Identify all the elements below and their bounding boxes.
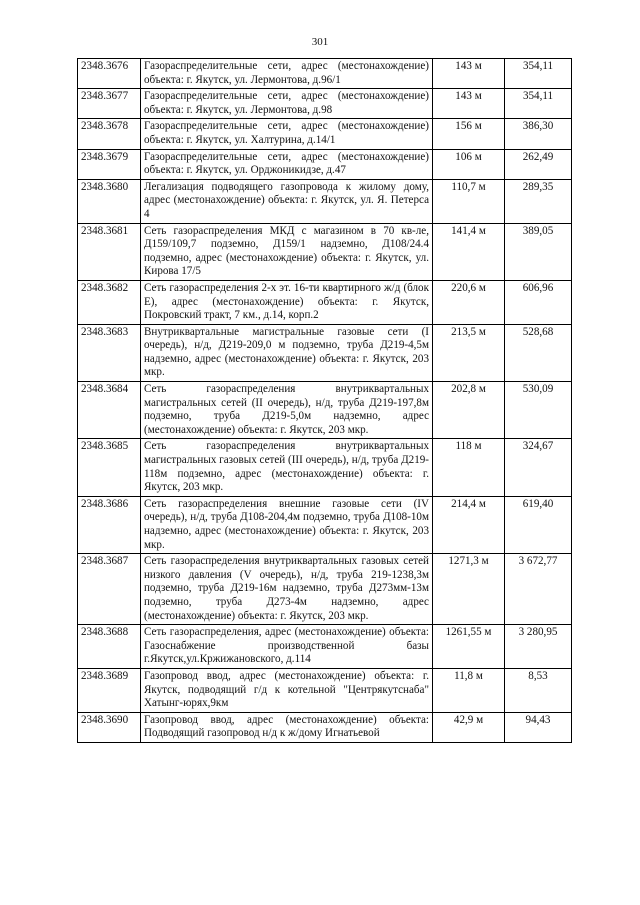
table-row	[78, 625, 572, 669]
row-description: Сеть газораспределения МКД с магазином в 70 кв-ле, Д159/109,7 подземно, Д159/1 надземно, Д108/24.4 подземно, адрес (местонахождение) объекта: г. Якутск, ул. Кирова 17/5	[141, 223, 433, 280]
row-code: 2348.3678	[78, 119, 141, 149]
registry-table	[77, 58, 572, 743]
table-row	[78, 179, 572, 223]
row-length: 220,6 м	[433, 280, 505, 324]
row-length: 141,4 м	[433, 223, 505, 280]
table-row	[78, 382, 572, 439]
row-length: 156 м	[433, 119, 505, 149]
row-value: 354,11	[505, 59, 572, 89]
row-length: 1271,3 м	[433, 554, 505, 625]
row-length: 214,4 м	[433, 496, 505, 553]
table-row	[78, 496, 572, 553]
table-row	[78, 324, 572, 381]
row-length: 42,9 м	[433, 712, 505, 742]
row-code: 2348.3681	[78, 223, 141, 280]
row-code: 2348.3689	[78, 668, 141, 712]
table-row	[78, 439, 572, 496]
row-code: 2348.3677	[78, 89, 141, 119]
row-length: 143 м	[433, 89, 505, 119]
table-row	[78, 59, 572, 89]
row-value: 619,40	[505, 496, 572, 553]
table-row	[78, 554, 572, 625]
row-description: Газораспределительные сети, адрес (местонахождение) объекта: г. Якутск, ул. Лермонтова, д.96/1	[141, 59, 433, 89]
row-code: 2348.3683	[78, 324, 141, 381]
row-description: Легализация подводящего газопровода к жилому дому, адрес (местонахождение) объекта: г. Якутск, ул. Я. Петерса 4	[141, 179, 433, 223]
row-value: 324,67	[505, 439, 572, 496]
row-description: Газораспределительные сети, адрес (местонахождение) объекта: г. Якутск, ул. Орджоникидзе, д.47	[141, 149, 433, 179]
page-number: 301	[311, 36, 329, 48]
row-description: Газопровод ввод, адрес (местонахождение) объекта: Подводящий газопровод н/д к ж/дому Игнатьевой	[141, 712, 433, 742]
table-row	[78, 89, 572, 119]
row-length: 213,5 м	[433, 324, 505, 381]
row-code: 2348.3690	[78, 712, 141, 742]
row-code: 2348.3679	[78, 149, 141, 179]
row-description: Сеть газораспределения 2-х эт. 16-ти квартирного ж/д (блок Е), адрес (местонахождение) объекта: г. Якутск, Покровский тракт, 7 км., д.14, корп.2	[141, 280, 433, 324]
row-length: 118 м	[433, 439, 505, 496]
table-row	[78, 668, 572, 712]
row-length: 11,8 м	[433, 668, 505, 712]
row-description: Сеть газораспределения внутриквартальных магистральных газовых сетей (III очередь), н/д, труба Д219-118м подземно, адрес (местонахождение) объекта: г. Якутск, 203 мкр.	[141, 439, 433, 496]
row-description: Газораспределительные сети, адрес (местонахождение) объекта: г. Якутск, ул. Халтурина, д.14/1	[141, 119, 433, 149]
row-code: 2348.3687	[78, 554, 141, 625]
table-row	[78, 149, 572, 179]
table-row	[78, 712, 572, 742]
row-length: 110,7 м	[433, 179, 505, 223]
row-value: 94,43	[505, 712, 572, 742]
row-length: 143 м	[433, 59, 505, 89]
row-value: 262,49	[505, 149, 572, 179]
row-description: Газопровод ввод, адрес (местонахождение) объекта: г. Якутск, подводящий г/д к котельной "Центрякутснаба" Хатынг-юрях,9км	[141, 668, 433, 712]
row-value: 8,53	[505, 668, 572, 712]
row-value: 3 672,77	[505, 554, 572, 625]
row-value: 389,05	[505, 223, 572, 280]
row-description: Сеть газораспределения внутриквартальных газовых сетей низкого давления (V очередь), н/д, труба 219-1238,3м подземно, труба Д219-16м надземно, труба Д273мм-13м подземно, труба Д273-4м надземно, адрес (местонахождение) объекта: г. Якутск, 203 мкр.	[141, 554, 433, 625]
row-length: 202,8 м	[433, 382, 505, 439]
row-value: 606,96	[505, 280, 572, 324]
row-value: 289,35	[505, 179, 572, 223]
row-code: 2348.3680	[78, 179, 141, 223]
row-length: 106 м	[433, 149, 505, 179]
row-value: 354,11	[505, 89, 572, 119]
table-row	[78, 280, 572, 324]
row-description: Сеть газораспределения внешние газовые сети (IV очередь), н/д, труба Д108-204,4м подземно, труба Д108-10м надземно, адрес (местонахождение) объекта: г. Якутск, 203 мкр.	[141, 496, 433, 553]
row-code: 2348.3684	[78, 382, 141, 439]
row-code: 2348.3682	[78, 280, 141, 324]
row-description: Сеть газораспределения, адрес (местонахождение) объекта: Газоснабжение производственной базы г.Якутск,ул.Кржижановского, д.114	[141, 625, 433, 669]
table-row	[78, 119, 572, 149]
row-description: Внутриквартальные магистральные газовые сети (I очередь), н/д, Д219-209,0 м подземно, труба Д219-4,5м надземно, адрес (местонахождение) объекта: г. Якутск, 203 мкр.	[141, 324, 433, 381]
row-code: 2348.3686	[78, 496, 141, 553]
row-value: 3 280,95	[505, 625, 572, 669]
table-row	[78, 223, 572, 280]
row-code: 2348.3685	[78, 439, 141, 496]
row-code: 2348.3676	[78, 59, 141, 89]
row-code: 2348.3688	[78, 625, 141, 669]
row-length: 1261,55 м	[433, 625, 505, 669]
row-description: Газораспределительные сети, адрес (местонахождение) объекта: г. Якутск, ул. Лермонтова, д.98	[141, 89, 433, 119]
row-value: 530,09	[505, 382, 572, 439]
row-description: Сеть газораспределения внутриквартальных магистральных сетей (II очередь), н/д, труба Д219-197,8м подземно, труба Д219-5,0м надземно, адрес (местонахождение) объекта: г. Якутск, 203 мкр.	[141, 382, 433, 439]
row-value: 386,30	[505, 119, 572, 149]
row-value: 528,68	[505, 324, 572, 381]
